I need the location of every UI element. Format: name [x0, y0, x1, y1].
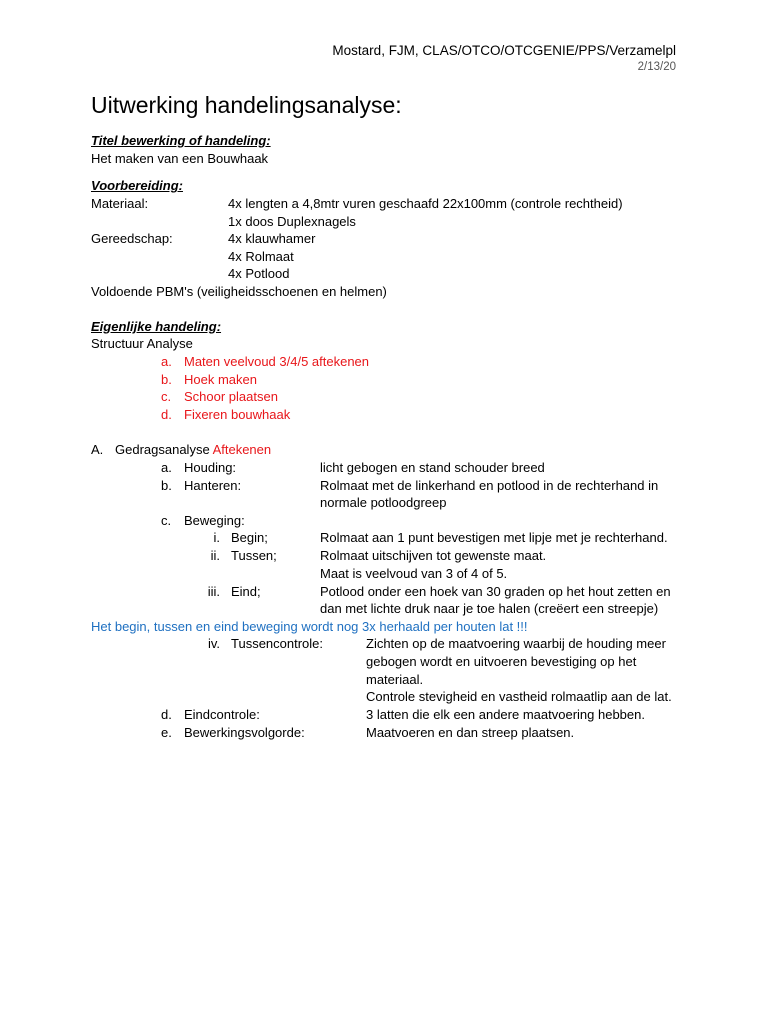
eigenlijke-heading: Eigenlijke handeling:	[91, 319, 222, 334]
materiaal-item: 1x doos Duplexnagels	[228, 214, 356, 229]
step-marker: a.	[161, 354, 172, 369]
hanteren-label: Hanteren:	[184, 478, 242, 493]
volgorde-label: Bewerkingsvolgorde:	[184, 725, 305, 740]
eindcontrole-marker: d.	[161, 707, 172, 722]
gedrag-marker: A.	[91, 442, 104, 457]
step-text: Schoor plaatsen	[184, 389, 278, 404]
tussen-text: Maat is veelvoud van 3 of 4 of 5.	[320, 566, 508, 581]
gedrag-label	[115, 441, 271, 458]
voorbereiding-heading: Voorbereiding:	[91, 178, 183, 193]
eindcontrole-text: 3 latten die elk een andere maatvoering hebben.	[366, 707, 645, 722]
eindcontrole-label: Eindcontrole:	[184, 707, 260, 722]
tussencontrole-text: gebogen wordt en uitvoeren bevestiging op het	[366, 654, 637, 669]
step-marker: d.	[161, 407, 172, 422]
begin-text: Rolmaat aan 1 punt bevestigen met lipje met je rechterhand.	[320, 530, 668, 545]
step-marker: b.	[161, 372, 172, 387]
header-author: Mostard, FJM, CLAS/OTCO/OTCGENIE/PPS/Verzamelpl	[332, 43, 676, 58]
gereedschap-label: Gereedschap:	[91, 231, 173, 246]
gereedschap-item: 4x Potlood	[228, 266, 290, 281]
titel-heading: Titel bewerking of handeling:	[91, 133, 271, 148]
hanteren-marker: b.	[161, 478, 172, 493]
structuur-label: Structuur Analyse	[91, 336, 193, 351]
tussencontrole-text: Zichten op de maatvoering waarbij de houding meer	[366, 636, 666, 651]
titel-text: Het maken van een Bouwhaak	[91, 151, 269, 166]
eind-label: Eind;	[231, 584, 261, 599]
gereedschap-item: 4x klauwhamer	[228, 231, 316, 246]
gedrag-label-text: Gedragsanalyse	[115, 442, 210, 457]
beweging-marker: c.	[161, 513, 172, 528]
houding-marker: a.	[161, 460, 172, 475]
step-text: Maten veelvoud 3/4/5 aftekenen	[184, 354, 370, 369]
eind-text: Potlood onder een hoek van 30 graden op het hout zetten en	[320, 584, 671, 599]
step-marker: c.	[161, 389, 172, 404]
eind-marker: iii.	[207, 584, 220, 599]
houding-label: Houding:	[184, 460, 237, 475]
materiaal-item: 4x lengten a 4,8mtr vuren geschaafd 22x100mm (controle rechtheid)	[228, 196, 623, 211]
volgorde-marker: e.	[161, 725, 172, 740]
hanteren-text: normale potloodgreep	[320, 495, 447, 510]
header-date: 2/13/20	[637, 61, 676, 73]
begin-label: Begin;	[231, 530, 268, 545]
pbm-text: Voldoende PBM's (veiligheidsschoenen en helmen)	[91, 284, 387, 299]
step-text: Hoek maken	[184, 372, 257, 387]
hanteren-text: Rolmaat met de linkerhand en potlood in de rechterhand in	[320, 478, 659, 493]
gedrag-label-highlight: Aftekenen	[212, 442, 272, 457]
tussen-text: Rolmaat uitschijven tot gewenste maat.	[320, 548, 547, 563]
materiaal-label: Materiaal:	[91, 196, 149, 211]
begin-marker: i.	[213, 530, 220, 545]
tussen-marker: ii.	[210, 548, 220, 563]
houding-text: licht gebogen en stand schouder breed	[320, 460, 545, 475]
beweging-label: Beweging:	[184, 513, 245, 528]
repeat-note: Het begin, tussen en eind beweging wordt nog 3x herhaald per houten lat !!!	[91, 619, 528, 634]
volgorde-text: Maatvoeren en dan streep plaatsen.	[366, 725, 575, 740]
eind-text: dan met lichte druk naar je toe halen (creëert een streepje)	[320, 601, 659, 616]
tussencontrole-text: Controle stevigheid en vastheid rolmaatlip aan de lat.	[366, 689, 672, 704]
tussencontrole-marker: iv.	[207, 636, 220, 651]
tussen-label: Tussen;	[231, 548, 277, 563]
step-text: Fixeren bouwhaak	[184, 407, 291, 422]
gereedschap-item: 4x Rolmaat	[228, 249, 294, 264]
page-title: Uitwerking handelingsanalyse:	[91, 92, 402, 118]
tussencontrole-text: materiaal.	[366, 672, 424, 687]
tussencontrole-label: Tussencontrole:	[231, 636, 324, 651]
